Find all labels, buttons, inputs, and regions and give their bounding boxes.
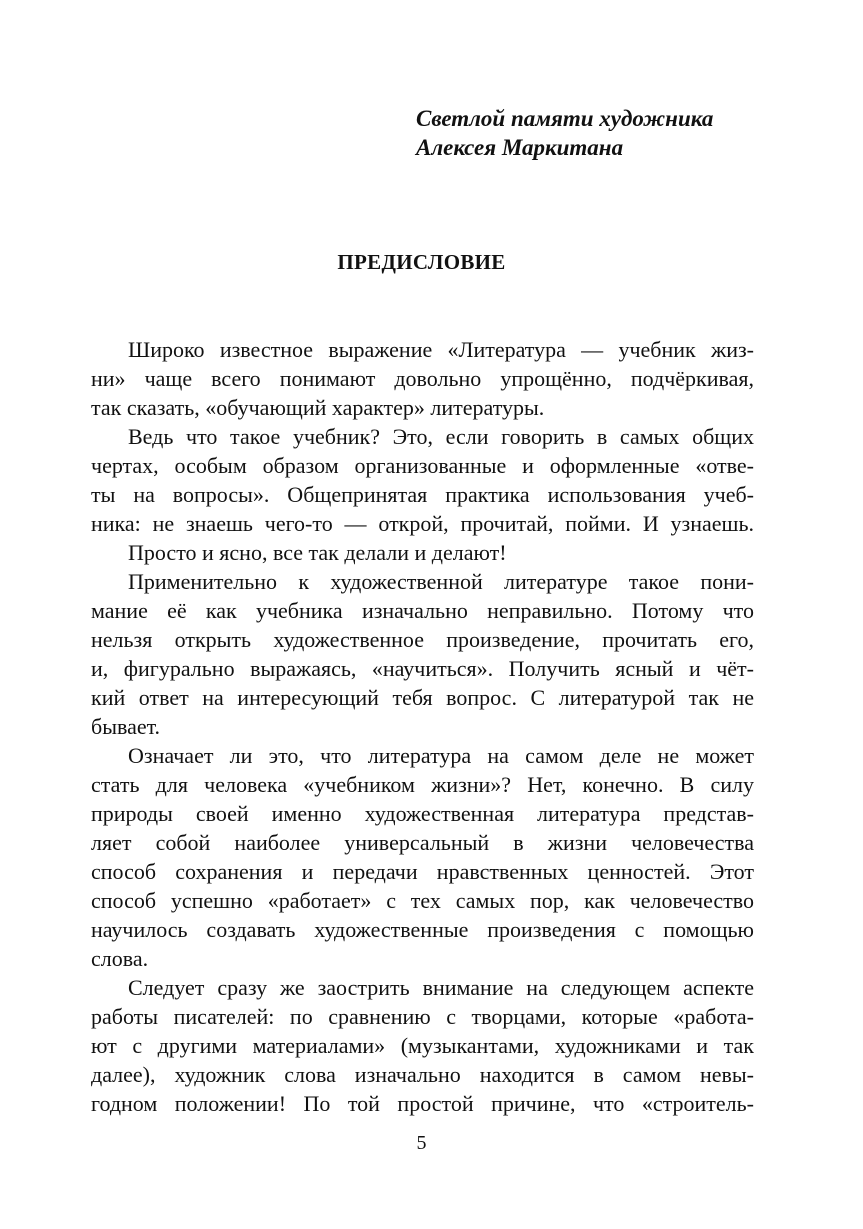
section-heading: ПРЕДИСЛОВИЕ xyxy=(337,250,506,274)
text-line: научилось создавать художественные произведения с помощью xyxy=(91,917,754,942)
text-line: кий ответ на интересующий тебя вопрос. С литературой так не xyxy=(91,685,754,710)
text-line: работы писателей: по сравнению с творцами, которые «работа- xyxy=(91,1004,754,1029)
text-line: Означает ли это, что литература на самом деле не может xyxy=(128,743,754,768)
text-line: нельзя открыть художественное произведение, прочитать его, xyxy=(91,627,754,652)
text-line: Широко известное выражение «Литература — учебник жиз- xyxy=(128,337,754,362)
text-line: способ успешно «работает» с тех самых пор, как человечество xyxy=(91,888,754,913)
page-number: 5 xyxy=(416,1132,427,1154)
text-line: Следует сразу же заострить внимание на следующем аспекте xyxy=(128,975,754,1000)
text-line: и, фигурально выражаясь, «научиться». Получить ясный и чёт- xyxy=(91,656,754,681)
text-line: чертах, особым образом организованные и оформленные «отве- xyxy=(91,453,754,478)
text-line: ты на вопросы». Общепринятая практика использования учеб- xyxy=(91,482,754,507)
dedication xyxy=(416,104,713,162)
text-line: годном положении! По той простой причине, что «строитель- xyxy=(91,1091,754,1116)
dedication-line: Алексея Маркитана xyxy=(416,135,624,160)
text-line: природы своей именно художественная литература представ- xyxy=(91,801,754,826)
text-line: способ сохранения и передачи нравственных ценностей. Этот xyxy=(91,859,754,884)
text-line: далее), художник слова изначально находится в самом невы- xyxy=(91,1062,754,1087)
text-line: Применительно к художественной литературе такое пони- xyxy=(128,569,754,594)
text-line: мание её как учебника изначально неправильно. Потому что xyxy=(91,598,754,623)
text-line: ни» чаще всего понимают довольно упрощённо, подчёркивая, xyxy=(91,366,754,391)
body-text xyxy=(91,335,754,1118)
text-line: ника: не знаешь чего-то — открой, прочитай, пойми. И узнаешь. xyxy=(91,511,754,536)
text-line: Просто и ясно, все так делали и делают! xyxy=(128,540,507,565)
text-line: ляет собой наиболее универсальный в жизни человечества xyxy=(91,830,754,855)
text-line: так сказать, «обучающий характер» литературы. xyxy=(91,395,545,420)
text-line: ют с другими материалами» (музыкантами, художниками и так xyxy=(91,1033,754,1058)
text-line: бывает. xyxy=(91,714,161,739)
text-line: стать для человека «учебником жизни»? Нет, конечно. В силу xyxy=(91,772,754,797)
text-line: Ведь что такое учебник? Это, если говорить в самых общих xyxy=(128,424,754,449)
text-line: слова. xyxy=(91,946,149,971)
dedication-line: Светлой памяти художника xyxy=(416,106,714,131)
